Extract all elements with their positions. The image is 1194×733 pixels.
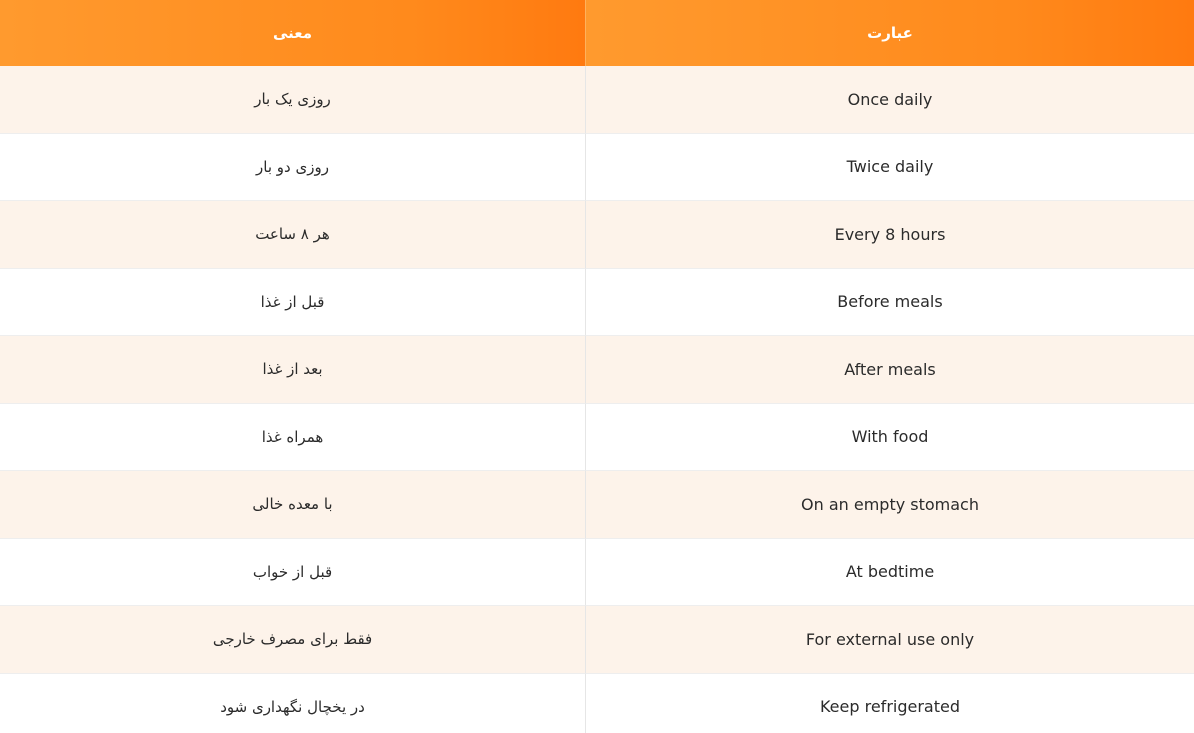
column-header-phrase: عبارت xyxy=(586,0,1194,66)
table-cell-phrase: On an empty stomach xyxy=(586,471,1194,539)
table-cell-phrase: For external use only xyxy=(586,606,1194,674)
table-cell-phrase: Before meals xyxy=(586,269,1194,337)
table-cell-meaning: قبل از خواب xyxy=(0,539,586,607)
table-cell-phrase: Twice daily xyxy=(586,134,1194,202)
table-cell-meaning: بعد از غذا xyxy=(0,336,586,404)
table-cell-meaning: روزی یک بار xyxy=(0,66,586,134)
table-cell-phrase: After meals xyxy=(586,336,1194,404)
table-cell-phrase: At bedtime xyxy=(586,539,1194,607)
table-cell-meaning: با معده خالی xyxy=(0,471,586,539)
table-cell-phrase: Every 8 hours xyxy=(586,201,1194,269)
table-cell-meaning: هر ۸ ساعت xyxy=(0,201,586,269)
table-cell-phrase: Once daily xyxy=(586,66,1194,134)
table-cell-meaning: در یخچال نگهداری شود xyxy=(0,674,586,733)
table-cell-meaning: فقط برای مصرف خارجی xyxy=(0,606,586,674)
table-cell-meaning: روزی دو بار xyxy=(0,134,586,202)
table-cell-meaning: قبل از غذا xyxy=(0,269,586,337)
column-header-meaning: معنی xyxy=(0,0,586,66)
table-cell-phrase: Keep refrigerated xyxy=(586,674,1194,733)
table-cell-meaning: همراه غذا xyxy=(0,404,586,472)
table-cell-phrase: With food xyxy=(586,404,1194,472)
